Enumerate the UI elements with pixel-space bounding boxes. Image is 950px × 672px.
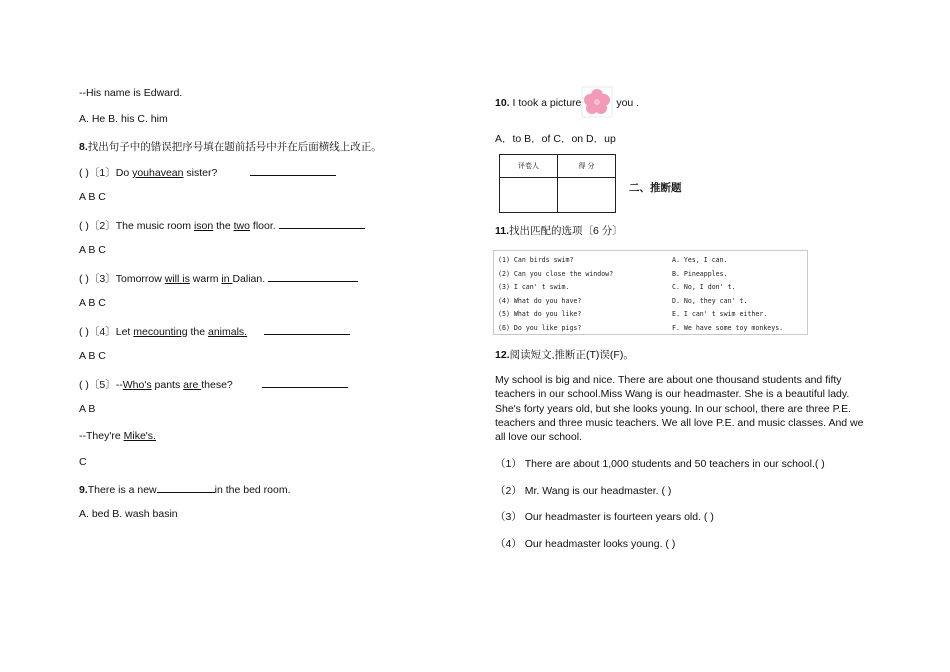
underlined-part: Mike's.	[123, 430, 156, 442]
underlined-part: animals.	[208, 326, 248, 338]
underlined-part: ison	[193, 220, 214, 232]
question-number: 10.	[495, 97, 510, 109]
sentence-text: these?	[201, 379, 233, 391]
tf-statement: （1） There are about 1,000 students and 50 teachers in our school.( )	[495, 458, 825, 470]
score-cell-grader[interactable]	[500, 178, 558, 213]
sentence-5-options: A B	[79, 403, 96, 415]
sentence-text: sister?	[183, 167, 218, 179]
answer-blank[interactable]	[264, 324, 350, 335]
question-number: 11.	[495, 225, 510, 237]
answer-line: --His name is Edward.	[79, 87, 183, 99]
question-text: you .	[613, 97, 640, 109]
sentence-3	[79, 271, 358, 286]
matching-table	[493, 250, 808, 335]
match-left-item: (3) I can' t swim.	[498, 283, 570, 291]
sentence-4	[79, 324, 350, 339]
match-right-item: C. No, I don' t.	[672, 283, 736, 291]
answer-blank[interactable]	[157, 482, 215, 493]
tf-statement: （2） Mr. Wang is our headmaster. ( )	[495, 485, 672, 497]
question-number: 8.	[79, 141, 88, 153]
match-right-item: A. Yes, I can.	[672, 256, 728, 264]
score-header-grader: 评卷人	[500, 155, 558, 178]
answer-blank[interactable]	[250, 165, 336, 176]
sentence-text: pants	[151, 379, 184, 391]
sentence-text: the	[213, 220, 234, 232]
sentence-5-reply	[79, 430, 156, 442]
question-10	[495, 97, 639, 109]
sentence-text: ( )〔2〕The music room	[79, 220, 194, 232]
underlined-part: will	[164, 273, 183, 285]
options-line: A. He B. his C. him	[79, 113, 168, 125]
underlined-part: mecounting	[133, 326, 188, 338]
answer-blank[interactable]	[279, 218, 365, 229]
sentence-text: ( )〔5〕--	[79, 379, 123, 391]
match-left-item: (6) Do you like pigs?	[498, 323, 582, 332]
sentence-2-options: A B C	[79, 244, 106, 256]
question-text: in the bed room.	[214, 484, 291, 496]
match-right-item: D. No, they can' t.	[672, 296, 748, 305]
tf-statement: （4） Our headmaster looks young. ( )	[495, 538, 676, 550]
match-right-item: E. I can' t swim either.	[672, 310, 768, 318]
sentence-3-options: A B C	[79, 297, 106, 309]
reading-passage: My school is big and nice. There are about one thousand students and fifty teachers in our school.Miss Wang is our headmaster. She is a beautiful lady. She's forty years old, but she looks young. In our school, there are three P.E. teachers and three music teachers. We all love P.E. and music classes. And we all love our school.	[495, 374, 864, 444]
question-text: 找出匹配的选项〔6 分〕	[509, 225, 623, 237]
answer-blank[interactable]	[262, 377, 348, 388]
match-left-item: (2) Can you close the window?	[498, 269, 614, 278]
question-number: 9.	[79, 484, 88, 496]
match-left-item: (1) Can birds swim?	[498, 256, 574, 264]
sentence-1	[79, 165, 336, 180]
underlined-part: is	[182, 273, 190, 285]
question-text: 阅读短文,推断正(T)误(F)。	[509, 349, 634, 361]
sentence-2	[79, 218, 365, 233]
match-left-item: (4) What do you have?	[498, 296, 582, 305]
sentence-text: warm	[189, 273, 222, 285]
flower-icon	[581, 86, 613, 118]
sentence-text: ( )〔3〕Tomorrow	[79, 273, 165, 285]
question-11-title	[495, 223, 623, 238]
score-table	[499, 154, 616, 213]
question-text: 找出句子中的错误把序号填在题前括号中并在后面横线上改正。	[87, 141, 382, 153]
question-number: 12.	[495, 349, 510, 361]
question-10-options: A．to B．of C．on D．up	[495, 133, 616, 145]
tf-statement: （3） Our headmaster is fourteen years old. ( )	[495, 511, 714, 523]
sentence-text: --They're	[79, 430, 124, 442]
underlined-part: in	[221, 273, 233, 285]
sentence-text: floor.	[249, 220, 276, 232]
sentence-text: the	[187, 326, 208, 338]
question-9-options: A. bed B. wash basin	[79, 508, 178, 520]
question-text: There is a new	[87, 484, 157, 496]
question-text: I took a picture	[509, 97, 582, 109]
answer-blank[interactable]	[268, 271, 358, 282]
underlined-part: are	[183, 379, 202, 391]
sentence-1-options: A B C	[79, 191, 106, 203]
underlined-part: youhavean	[132, 167, 184, 179]
underlined-part: two	[233, 220, 250, 232]
match-right-item: B. Pineapples.	[672, 269, 728, 278]
question-9	[79, 482, 291, 496]
question-12-title	[495, 347, 634, 362]
section-title: 二、推断题	[629, 182, 682, 194]
match-right-item: F. We have some toy monkeys.	[672, 323, 784, 332]
sentence-text: ( )〔1〕Do	[79, 167, 133, 179]
score-header-score: 得 分	[558, 155, 616, 178]
sentence-text: ( )〔4〕Let	[79, 326, 134, 338]
sentence-5-option-c: C	[79, 456, 87, 468]
match-left-item: (5) What do you like?	[498, 310, 582, 318]
underlined-part: Who's	[122, 379, 152, 391]
sentence-text: Dalian.	[232, 273, 266, 285]
sentence-4-options: A B C	[79, 350, 106, 362]
sentence-5	[79, 377, 348, 392]
score-cell-score[interactable]	[558, 178, 616, 213]
question-8-title	[79, 139, 382, 154]
